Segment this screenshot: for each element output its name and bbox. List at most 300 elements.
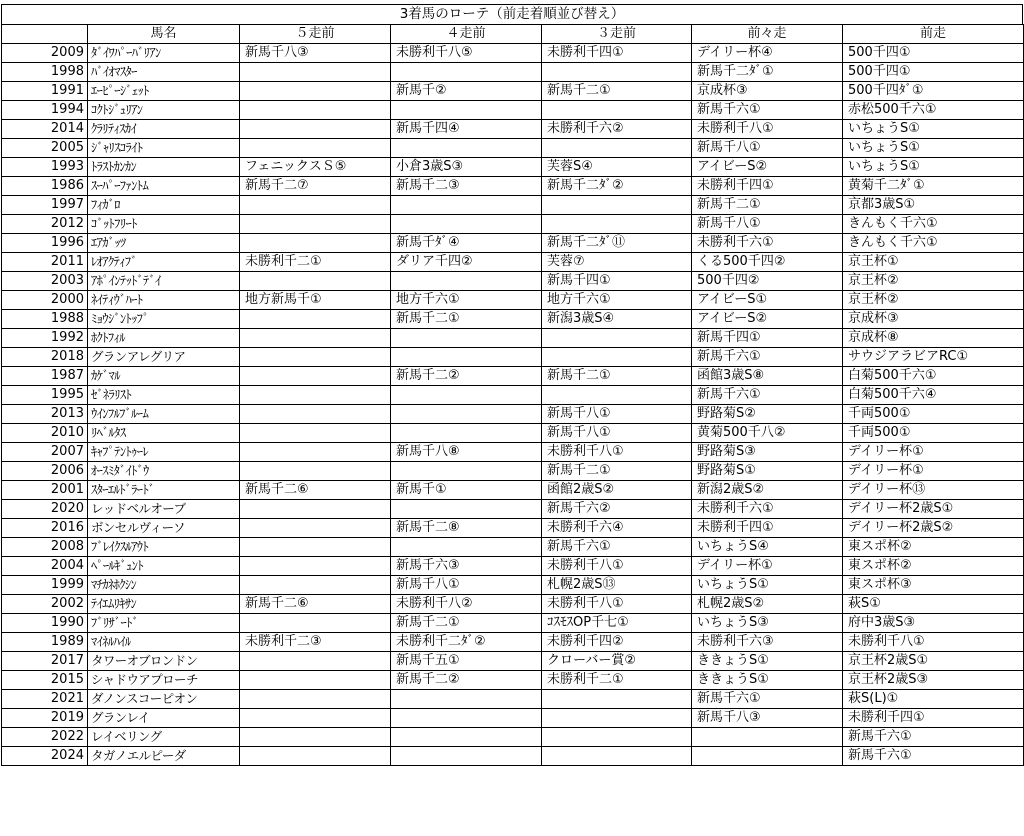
race-2-ago-cell[interactable]: 新馬千六① xyxy=(692,348,843,367)
table-row xyxy=(2,82,1024,101)
horse-name-cell[interactable]: ﾏｲﾈﾙﾊｲﾙ xyxy=(88,633,240,652)
race-3-ago-cell[interactable]: 地方千六① xyxy=(542,291,692,310)
race-3-ago-cell[interactable]: 未勝利千八① xyxy=(542,557,692,576)
race-4-ago-cell[interactable] xyxy=(391,139,542,158)
race-3-ago-cell[interactable]: 芙蓉⑦ xyxy=(542,253,692,272)
horse-name-cell[interactable]: ダノンスコーピオン xyxy=(88,690,240,709)
year-cell[interactable]: 1990 xyxy=(2,614,88,633)
rotation-table xyxy=(1,24,1024,766)
race-5-ago-cell[interactable] xyxy=(240,386,391,405)
race-2-ago-cell[interactable]: 野路菊S① xyxy=(692,462,843,481)
year-cell[interactable]: 2012 xyxy=(2,215,88,234)
race-2-ago-cell[interactable]: 未勝利千六① xyxy=(692,234,843,253)
race-5-ago-cell[interactable]: 新馬千二⑥ xyxy=(240,481,391,500)
horse-name-cell[interactable]: ﾀﾞｲﾜﾊﾟｰﾊﾞﾘｱﾝ xyxy=(88,44,240,63)
race-3-ago-cell[interactable]: 新馬千八① xyxy=(542,405,692,424)
last-race-cell[interactable]: デイリー杯① xyxy=(843,443,1024,462)
race-5-ago-cell[interactable]: 未勝利千二③ xyxy=(240,633,391,652)
horse-name-cell[interactable]: ﾎｸﾄﾌｨﾙ xyxy=(88,329,240,348)
year-cell[interactable]: 2006 xyxy=(2,462,88,481)
race-4-ago-cell[interactable]: 新馬千八① xyxy=(391,576,542,595)
race-3-ago-cell[interactable]: 新潟3歳S④ xyxy=(542,310,692,329)
last-race-cell[interactable]: 東スポ杯② xyxy=(843,557,1024,576)
last-race-cell[interactable]: いちょうS① xyxy=(843,120,1024,139)
race-5-ago-cell[interactable] xyxy=(240,443,391,462)
last-race-cell[interactable]: 京成杯③ xyxy=(843,310,1024,329)
race-2-ago-cell[interactable]: 新馬千八① xyxy=(692,215,843,234)
year-cell[interactable]: 1999 xyxy=(2,576,88,595)
last-race-cell[interactable]: 白菊500千六④ xyxy=(843,386,1024,405)
horse-name-cell[interactable]: ｾﾞﾈﾗﾘｽﾄ xyxy=(88,386,240,405)
table-row xyxy=(2,253,1024,272)
race-5-ago-cell[interactable] xyxy=(240,82,391,101)
race-5-ago-cell[interactable] xyxy=(240,652,391,671)
race-5-ago-cell[interactable] xyxy=(240,747,391,766)
last-race-cell[interactable]: いちょうS① xyxy=(843,139,1024,158)
race-4-ago-cell[interactable]: 未勝利千八② xyxy=(391,595,542,614)
race-2-ago-cell[interactable]: いちょうS① xyxy=(692,576,843,595)
race-4-ago-cell[interactable]: 新馬千四④ xyxy=(391,120,542,139)
horse-name-cell[interactable]: ｵｰｽﾐﾀﾞｲﾄﾞｳ xyxy=(88,462,240,481)
table-row xyxy=(2,405,1024,424)
table-row xyxy=(2,728,1024,747)
horse-name-cell[interactable]: ﾐｮｳｼﾞﾝﾄｯﾌﾟ xyxy=(88,310,240,329)
race-2-ago-cell[interactable]: ききょうS① xyxy=(692,671,843,690)
race-5-ago-cell[interactable] xyxy=(240,63,391,82)
race-2-ago-cell[interactable]: 未勝利千八① xyxy=(692,120,843,139)
race-4-ago-cell[interactable]: 未勝利千二ﾀﾞ② xyxy=(391,633,542,652)
race-4-ago-cell[interactable] xyxy=(391,405,542,424)
last-race-cell[interactable]: きんもく千六① xyxy=(843,215,1024,234)
race-4-ago-cell[interactable]: 小倉3歳S③ xyxy=(391,158,542,177)
last-race-cell[interactable]: 500千四① xyxy=(843,44,1024,63)
horse-name-cell[interactable]: ｱﾎﾟｲﾝﾃｯﾄﾞﾃﾞｲ xyxy=(88,272,240,291)
horse-name-cell[interactable]: ﾄﾗｽﾄｶﾝｶﾝ xyxy=(88,158,240,177)
year-cell[interactable]: 1991 xyxy=(2,82,88,101)
race-2-ago-cell[interactable]: 函館3歳S⑧ xyxy=(692,367,843,386)
race-4-ago-cell[interactable]: 新馬千① xyxy=(391,481,542,500)
race-4-ago-cell[interactable] xyxy=(391,329,542,348)
race-5-ago-cell[interactable]: 地方新馬千① xyxy=(240,291,391,310)
horse-name-cell[interactable]: ｴｰﾋﾟｰｼﾞｪｯﾄ xyxy=(88,82,240,101)
last-race-cell[interactable]: いちょうS① xyxy=(843,158,1024,177)
header-4-races-ago: ４走前 xyxy=(391,25,542,44)
table-row xyxy=(2,595,1024,614)
race-2-ago-cell[interactable]: 札幌2歳S② xyxy=(692,595,843,614)
header-2-races-ago: 前々走 xyxy=(692,25,843,44)
last-race-cell[interactable]: 白菊500千六① xyxy=(843,367,1024,386)
race-5-ago-cell[interactable] xyxy=(240,614,391,633)
year-cell[interactable]: 1994 xyxy=(2,101,88,120)
race-2-ago-cell[interactable] xyxy=(692,728,843,747)
race-2-ago-cell[interactable]: 未勝利千六③ xyxy=(692,633,843,652)
race-5-ago-cell[interactable] xyxy=(240,728,391,747)
year-cell[interactable]: 2000 xyxy=(2,291,88,310)
year-cell[interactable]: 2016 xyxy=(2,519,88,538)
race-3-ago-cell[interactable] xyxy=(542,101,692,120)
table-row xyxy=(2,367,1024,386)
horse-name-cell[interactable]: ｺｸﾄｼﾞｭﾘｱﾝ xyxy=(88,101,240,120)
year-cell[interactable]: 1992 xyxy=(2,329,88,348)
race-2-ago-cell[interactable]: いちょうS③ xyxy=(692,614,843,633)
race-5-ago-cell[interactable] xyxy=(240,120,391,139)
last-race-cell[interactable]: 萩S(L)① xyxy=(843,690,1024,709)
race-3-ago-cell[interactable] xyxy=(542,709,692,728)
year-cell[interactable]: 2018 xyxy=(2,348,88,367)
race-3-ago-cell[interactable]: 芙蓉S④ xyxy=(542,158,692,177)
horse-name-cell[interactable]: ﾈｲﾃｨｳﾞﾊｰﾄ xyxy=(88,291,240,310)
race-4-ago-cell[interactable] xyxy=(391,348,542,367)
race-3-ago-cell[interactable] xyxy=(542,63,692,82)
sheet-title: 3着馬のローテ（前走着順並び替え） xyxy=(1,4,1023,24)
race-2-ago-cell[interactable]: 未勝利千四① xyxy=(692,177,843,196)
race-5-ago-cell[interactable] xyxy=(240,671,391,690)
table-row xyxy=(2,424,1024,443)
race-5-ago-cell[interactable] xyxy=(240,234,391,253)
race-3-ago-cell[interactable]: 新馬千四① xyxy=(542,272,692,291)
year-cell[interactable]: 2024 xyxy=(2,747,88,766)
last-race-cell[interactable]: 府中3歳S③ xyxy=(843,614,1024,633)
horse-name-cell[interactable]: グランレイ xyxy=(88,709,240,728)
race-2-ago-cell[interactable]: 野路菊S② xyxy=(692,405,843,424)
year-cell[interactable]: 1987 xyxy=(2,367,88,386)
race-5-ago-cell[interactable] xyxy=(240,329,391,348)
header-horse-name: 馬名 xyxy=(88,25,240,44)
race-3-ago-cell[interactable] xyxy=(542,196,692,215)
race-4-ago-cell[interactable] xyxy=(391,747,542,766)
race-2-ago-cell[interactable]: アイビーS① xyxy=(692,291,843,310)
race-4-ago-cell[interactable]: 新馬千八⑧ xyxy=(391,443,542,462)
last-race-cell[interactable]: 千両500① xyxy=(843,405,1024,424)
horse-name-cell[interactable]: ｷｬﾌﾟﾃﾝﾄｩｰﾚ xyxy=(88,443,240,462)
table-row xyxy=(2,101,1024,120)
race-5-ago-cell[interactable] xyxy=(240,500,391,519)
race-3-ago-cell[interactable]: 未勝利千八① xyxy=(542,443,692,462)
race-4-ago-cell[interactable]: 未勝利千八⑤ xyxy=(391,44,542,63)
table-row xyxy=(2,633,1024,652)
table-row xyxy=(2,158,1024,177)
race-3-ago-cell[interactable] xyxy=(542,690,692,709)
race-5-ago-cell[interactable] xyxy=(240,538,391,557)
header-3-races-ago: ３走前 xyxy=(542,25,692,44)
race-3-ago-cell[interactable]: 未勝利千八① xyxy=(542,595,692,614)
race-2-ago-cell[interactable]: 未勝利千六① xyxy=(692,500,843,519)
race-5-ago-cell[interactable] xyxy=(240,101,391,120)
race-4-ago-cell[interactable]: ダリア千四② xyxy=(391,253,542,272)
race-3-ago-cell[interactable] xyxy=(542,329,692,348)
last-race-cell[interactable]: 京都3歳S① xyxy=(843,196,1024,215)
race-4-ago-cell[interactable] xyxy=(391,101,542,120)
last-race-cell[interactable]: きんもく千六① xyxy=(843,234,1024,253)
year-cell[interactable]: 2004 xyxy=(2,557,88,576)
table-row xyxy=(2,310,1024,329)
year-cell[interactable]: 1989 xyxy=(2,633,88,652)
race-2-ago-cell[interactable]: デイリー杯① xyxy=(692,557,843,576)
race-3-ago-cell[interactable] xyxy=(542,139,692,158)
race-3-ago-cell[interactable]: 新馬千八① xyxy=(542,424,692,443)
table-row xyxy=(2,747,1024,766)
table-row xyxy=(2,500,1024,519)
horse-name-cell[interactable]: レッドベルオーブ xyxy=(88,500,240,519)
horse-name-cell[interactable]: ﾌﾞﾘｻﾞｰﾄﾞ xyxy=(88,614,240,633)
horse-name-cell[interactable]: ｺﾞｯﾄﾌﾘｰﾄ xyxy=(88,215,240,234)
race-4-ago-cell[interactable] xyxy=(391,215,542,234)
race-4-ago-cell[interactable] xyxy=(391,386,542,405)
race-2-ago-cell[interactable]: 新馬千二① xyxy=(692,196,843,215)
table-row xyxy=(2,234,1024,253)
last-race-cell[interactable]: 京王杯2歳S③ xyxy=(843,671,1024,690)
year-cell[interactable]: 2019 xyxy=(2,709,88,728)
race-3-ago-cell[interactable]: 新馬千二① xyxy=(542,82,692,101)
race-4-ago-cell[interactable] xyxy=(391,690,542,709)
last-race-cell[interactable]: 京王杯① xyxy=(843,253,1024,272)
race-4-ago-cell[interactable] xyxy=(391,728,542,747)
race-4-ago-cell[interactable] xyxy=(391,63,542,82)
table-body xyxy=(2,44,1024,766)
race-4-ago-cell[interactable] xyxy=(391,500,542,519)
race-5-ago-cell[interactable]: 新馬千八③ xyxy=(240,44,391,63)
race-5-ago-cell[interactable] xyxy=(240,348,391,367)
horse-name-cell[interactable]: ﾏﾁｶﾈﾎｸｼﾝ xyxy=(88,576,240,595)
table-row xyxy=(2,196,1024,215)
last-race-cell[interactable]: デイリー杯① xyxy=(843,462,1024,481)
horse-name-cell[interactable]: シャドウアプローチ xyxy=(88,671,240,690)
horse-name-cell[interactable]: ｼﾞｬﾘｽｺﾗｲﾄ xyxy=(88,139,240,158)
race-5-ago-cell[interactable]: 新馬千二⑦ xyxy=(240,177,391,196)
year-cell[interactable]: 1997 xyxy=(2,196,88,215)
horse-name-cell[interactable]: ｸﾗﾘﾃｨｽｶｲ xyxy=(88,120,240,139)
table-row xyxy=(2,443,1024,462)
horse-name-cell[interactable]: ﾃｲｴﾑﾘｷｻﾝ xyxy=(88,595,240,614)
race-4-ago-cell[interactable] xyxy=(391,538,542,557)
race-2-ago-cell[interactable]: 新馬千四① xyxy=(692,329,843,348)
table-row xyxy=(2,652,1024,671)
race-5-ago-cell[interactable] xyxy=(240,196,391,215)
race-3-ago-cell[interactable]: 新馬千六① xyxy=(542,538,692,557)
race-4-ago-cell[interactable]: 新馬千二① xyxy=(391,310,542,329)
last-race-cell[interactable]: 新馬千六① xyxy=(843,747,1024,766)
year-cell[interactable]: 2008 xyxy=(2,538,88,557)
race-2-ago-cell[interactable]: 新潟2歳S② xyxy=(692,481,843,500)
year-cell[interactable]: 2005 xyxy=(2,139,88,158)
year-cell[interactable]: 2001 xyxy=(2,481,88,500)
race-3-ago-cell[interactable] xyxy=(542,728,692,747)
race-5-ago-cell[interactable] xyxy=(240,519,391,538)
table-row xyxy=(2,538,1024,557)
race-3-ago-cell[interactable]: クローバー賞② xyxy=(542,652,692,671)
table-row xyxy=(2,481,1024,500)
year-cell[interactable]: 2011 xyxy=(2,253,88,272)
table-row xyxy=(2,462,1024,481)
year-cell[interactable]: 1988 xyxy=(2,310,88,329)
race-2-ago-cell[interactable]: デイリー杯④ xyxy=(692,44,843,63)
race-5-ago-cell[interactable]: 未勝利千二① xyxy=(240,253,391,272)
horse-name-cell[interactable]: ﾊﾞｲｵﾏｽﾀｰ xyxy=(88,63,240,82)
race-5-ago-cell[interactable] xyxy=(240,576,391,595)
race-3-ago-cell[interactable]: 未勝利千四② xyxy=(542,633,692,652)
last-race-cell[interactable]: デイリー杯2歳S② xyxy=(843,519,1024,538)
horse-name-cell[interactable]: グランアレグリア xyxy=(88,348,240,367)
last-race-cell[interactable]: 萩S① xyxy=(843,595,1024,614)
year-cell[interactable]: 2007 xyxy=(2,443,88,462)
horse-name-cell[interactable]: タガノエルピーダ xyxy=(88,747,240,766)
race-2-ago-cell[interactable]: 新馬千八③ xyxy=(692,709,843,728)
race-4-ago-cell[interactable]: 新馬千二① xyxy=(391,614,542,633)
year-cell[interactable]: 2015 xyxy=(2,671,88,690)
horse-name-cell[interactable]: ﾚｵｱｸﾃｨﾌﾞ xyxy=(88,253,240,272)
race-2-ago-cell[interactable]: くる500千四② xyxy=(692,253,843,272)
race-3-ago-cell[interactable]: 未勝利千六② xyxy=(542,120,692,139)
year-cell[interactable]: 2017 xyxy=(2,652,88,671)
race-2-ago-cell[interactable]: 野路菊S③ xyxy=(692,443,843,462)
race-4-ago-cell[interactable]: 新馬千ﾀﾞ④ xyxy=(391,234,542,253)
race-5-ago-cell[interactable]: フェニックスＳ⑤ xyxy=(240,158,391,177)
race-2-ago-cell[interactable]: 500千四② xyxy=(692,272,843,291)
race-2-ago-cell[interactable]: 新馬千六① xyxy=(692,690,843,709)
race-4-ago-cell[interactable] xyxy=(391,462,542,481)
last-race-cell[interactable]: 京王杯② xyxy=(843,272,1024,291)
race-3-ago-cell[interactable]: 新馬千二ﾀﾞ② xyxy=(542,177,692,196)
horse-name-cell[interactable]: ｽｰﾊﾟｰﾌｧﾝﾄﾑ xyxy=(88,177,240,196)
race-3-ago-cell[interactable] xyxy=(542,386,692,405)
year-cell[interactable]: 1986 xyxy=(2,177,88,196)
last-race-cell[interactable]: 黄菊千二ﾀﾞ① xyxy=(843,177,1024,196)
last-race-cell[interactable]: 未勝利千八① xyxy=(843,633,1024,652)
year-cell[interactable]: 2002 xyxy=(2,595,88,614)
race-4-ago-cell[interactable]: 新馬千二② xyxy=(391,367,542,386)
last-race-cell[interactable]: サウジアラビアRC① xyxy=(843,348,1024,367)
race-2-ago-cell[interactable]: 未勝利千四① xyxy=(692,519,843,538)
year-cell[interactable]: 2009 xyxy=(2,44,88,63)
race-2-ago-cell[interactable]: 新馬千六① xyxy=(692,101,843,120)
race-5-ago-cell[interactable] xyxy=(240,462,391,481)
race-2-ago-cell[interactable]: 黄菊500千八② xyxy=(692,424,843,443)
race-4-ago-cell[interactable]: 地方千六① xyxy=(391,291,542,310)
year-cell[interactable]: 1995 xyxy=(2,386,88,405)
race-2-ago-cell[interactable]: 新馬千八① xyxy=(692,139,843,158)
race-3-ago-cell[interactable] xyxy=(542,747,692,766)
race-4-ago-cell[interactable]: 新馬千六③ xyxy=(391,557,542,576)
horse-name-cell[interactable]: ﾘﾍﾞﾙﾀｽ xyxy=(88,424,240,443)
race-4-ago-cell[interactable]: 新馬千二③ xyxy=(391,177,542,196)
race-5-ago-cell[interactable] xyxy=(240,272,391,291)
race-5-ago-cell[interactable] xyxy=(240,139,391,158)
table-row xyxy=(2,272,1024,291)
last-race-cell[interactable]: 京王杯2歳S① xyxy=(843,652,1024,671)
last-race-cell[interactable]: 未勝利千四① xyxy=(843,709,1024,728)
race-3-ago-cell[interactable]: 未勝利千二① xyxy=(542,671,692,690)
horse-name-cell[interactable]: ｶｹﾞﾏﾙ xyxy=(88,367,240,386)
race-2-ago-cell[interactable] xyxy=(692,747,843,766)
last-race-cell[interactable]: 京王杯② xyxy=(843,291,1024,310)
race-3-ago-cell[interactable]: 新馬千二① xyxy=(542,367,692,386)
race-2-ago-cell[interactable]: 新馬千二ﾀﾞ① xyxy=(692,63,843,82)
year-cell[interactable]: 1998 xyxy=(2,63,88,82)
race-5-ago-cell[interactable] xyxy=(240,709,391,728)
horse-name-cell[interactable]: ﾌｨｶﾞﾛ xyxy=(88,196,240,215)
year-cell[interactable]: 2010 xyxy=(2,424,88,443)
horse-name-cell[interactable]: タワーオブロンドン xyxy=(88,652,240,671)
horse-name-cell[interactable]: ボンセルヴィーソ xyxy=(88,519,240,538)
race-3-ago-cell[interactable] xyxy=(542,215,692,234)
race-2-ago-cell[interactable]: 新馬千六① xyxy=(692,386,843,405)
race-2-ago-cell[interactable]: アイビーS② xyxy=(692,310,843,329)
year-cell[interactable]: 2022 xyxy=(2,728,88,747)
race-5-ago-cell[interactable] xyxy=(240,405,391,424)
horse-name-cell[interactable]: ﾍﾟｰﾙｷﾞｭﾝﾄ xyxy=(88,557,240,576)
race-3-ago-cell[interactable]: ｺｽﾓｽOP千七① xyxy=(542,614,692,633)
table-row xyxy=(2,215,1024,234)
race-4-ago-cell[interactable]: 新馬千② xyxy=(391,82,542,101)
last-race-cell[interactable]: 500千四① xyxy=(843,63,1024,82)
table-row xyxy=(2,44,1024,63)
year-cell[interactable]: 1993 xyxy=(2,158,88,177)
race-3-ago-cell[interactable] xyxy=(542,348,692,367)
horse-name-cell[interactable]: ｽﾀｰｴﾙﾄﾞﾗｰﾄﾞ xyxy=(88,481,240,500)
race-3-ago-cell[interactable]: 未勝利千六④ xyxy=(542,519,692,538)
last-race-cell[interactable]: 新馬千六① xyxy=(843,728,1024,747)
last-race-cell[interactable]: 千両500① xyxy=(843,424,1024,443)
last-race-cell[interactable]: デイリー杯2歳S① xyxy=(843,500,1024,519)
race-5-ago-cell[interactable] xyxy=(240,690,391,709)
table-row xyxy=(2,386,1024,405)
last-race-cell[interactable]: 500千四ﾀﾞ① xyxy=(843,82,1024,101)
race-4-ago-cell[interactable] xyxy=(391,709,542,728)
table-row xyxy=(2,139,1024,158)
year-cell[interactable]: 1996 xyxy=(2,234,88,253)
race-4-ago-cell[interactable]: 新馬千二⑧ xyxy=(391,519,542,538)
year-cell[interactable]: 2013 xyxy=(2,405,88,424)
race-2-ago-cell[interactable]: 京成杯③ xyxy=(692,82,843,101)
horse-name-cell[interactable]: ﾌﾞﾚｲｸｽﾙｱｳﾄ xyxy=(88,538,240,557)
race-2-ago-cell[interactable]: ききょうS① xyxy=(692,652,843,671)
last-race-cell[interactable]: 赤松500千六① xyxy=(843,101,1024,120)
race-3-ago-cell[interactable]: 新馬千二① xyxy=(542,462,692,481)
race-4-ago-cell[interactable]: 新馬千二② xyxy=(391,671,542,690)
race-4-ago-cell[interactable] xyxy=(391,424,542,443)
race-3-ago-cell[interactable]: 函館2歳S② xyxy=(542,481,692,500)
horse-name-cell[interactable]: ｳｲﾝﾌﾙﾌﾞﾙｰﾑ xyxy=(88,405,240,424)
year-cell[interactable]: 2021 xyxy=(2,690,88,709)
year-cell[interactable]: 2014 xyxy=(2,120,88,139)
race-2-ago-cell[interactable]: いちょうS④ xyxy=(692,538,843,557)
race-4-ago-cell[interactable] xyxy=(391,196,542,215)
race-4-ago-cell[interactable] xyxy=(391,272,542,291)
race-3-ago-cell[interactable]: 札幌2歳S⑬ xyxy=(542,576,692,595)
last-race-cell[interactable]: 東スポ杯② xyxy=(843,538,1024,557)
race-5-ago-cell[interactable] xyxy=(240,557,391,576)
race-5-ago-cell[interactable]: 新馬千二⑥ xyxy=(240,595,391,614)
race-2-ago-cell[interactable]: アイビーS② xyxy=(692,158,843,177)
horse-name-cell[interactable]: レイベリング xyxy=(88,728,240,747)
table-row xyxy=(2,329,1024,348)
horse-name-cell[interactable]: ｴｱｶﾞｯﾂ xyxy=(88,234,240,253)
race-3-ago-cell[interactable]: 新馬千二ﾀﾞ⑪ xyxy=(542,234,692,253)
race-3-ago-cell[interactable]: 未勝利千四① xyxy=(542,44,692,63)
last-race-cell[interactable]: デイリー杯⑬ xyxy=(843,481,1024,500)
last-race-cell[interactable]: 京成杯⑧ xyxy=(843,329,1024,348)
race-5-ago-cell[interactable] xyxy=(240,215,391,234)
race-4-ago-cell[interactable]: 新馬千五① xyxy=(391,652,542,671)
year-cell[interactable]: 2020 xyxy=(2,500,88,519)
race-5-ago-cell[interactable] xyxy=(240,424,391,443)
table-row xyxy=(2,690,1024,709)
year-cell[interactable]: 2003 xyxy=(2,272,88,291)
last-race-cell[interactable]: 東スポ杯③ xyxy=(843,576,1024,595)
race-5-ago-cell[interactable] xyxy=(240,310,391,329)
race-3-ago-cell[interactable]: 新馬千六② xyxy=(542,500,692,519)
race-5-ago-cell[interactable] xyxy=(240,367,391,386)
